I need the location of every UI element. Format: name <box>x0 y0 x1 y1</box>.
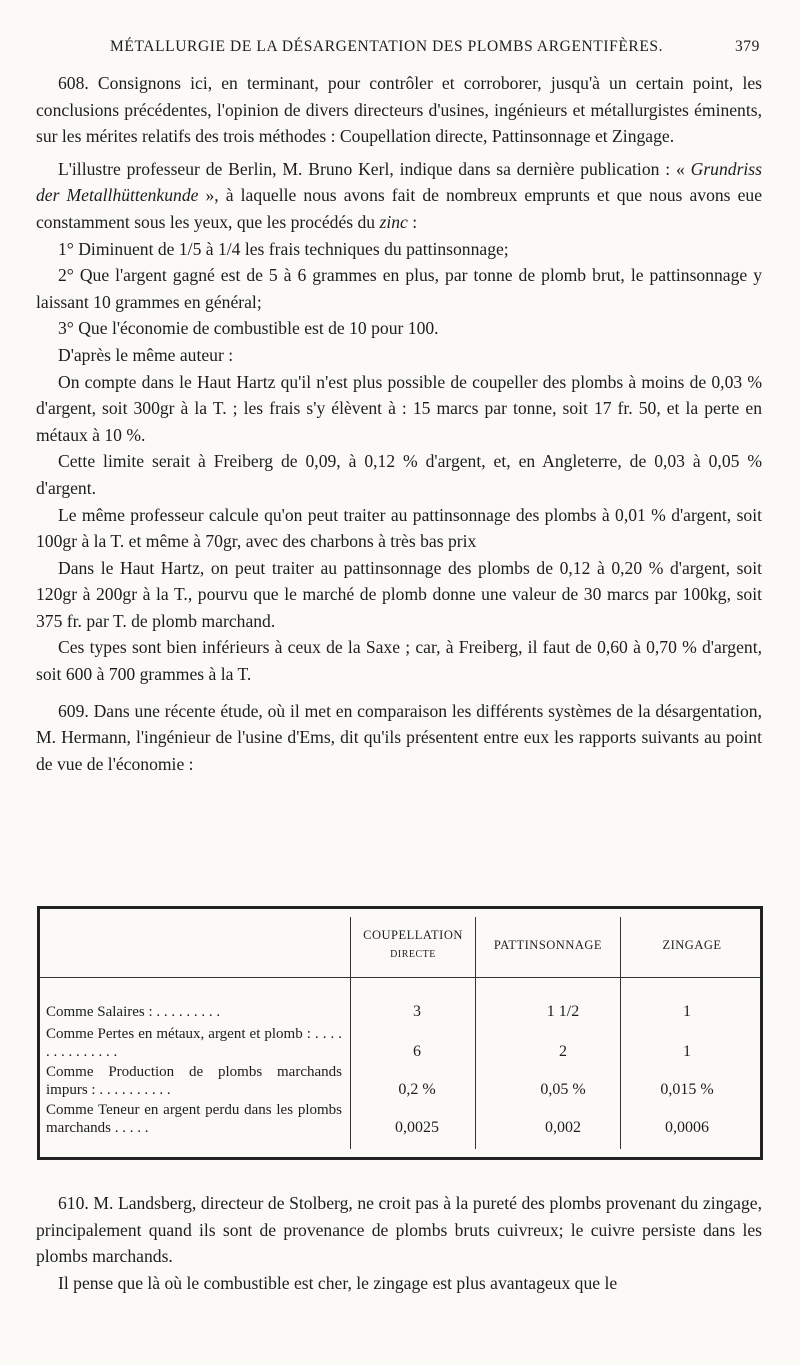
row-label-production: Comme Production de plombs marchands impurs : . . . . . . . . . . <box>46 1064 342 1098</box>
paragraph-609: 609. Dans une récente étude, où il met en comparaison les différents systèmes de la désargentation, M. Hermann, l'ingénieur de l'usine d'Ems, dit qu'ils présentent entre eux les rapports suivants au point de vue de l'économie : <box>36 700 762 774</box>
paragraph-professeur: Le même professeur calcule qu'on peut traiter au pattinsonnage des plombs à 0,01 % d'argent, soit 100gr à la T. et même à 70gr, avec des charbons à très bas prix <box>36 504 762 552</box>
cell-pertes-pattinsonnage: 2 <box>559 1043 567 1060</box>
paragraph-apres: D'après le même auteur : <box>58 344 234 365</box>
kerl-zinc: zinc <box>379 211 408 232</box>
body-text <box>36 70 762 777</box>
cell-production-coupellation: 0,2 % <box>398 1081 436 1098</box>
running-title: MÉTALLURGIE DE LA DÉSARGENTATION DES PLOMBS ARGENTIFÈRES. <box>110 38 664 55</box>
cell-teneur-pattinsonnage: 0,002 <box>545 1119 581 1136</box>
paragraph-608: 608. Consignons ici, en terminant, pour contrôler et corroborer, jusqu'à un certain point, les conclusions précédentes, l'opinion de divers directeurs d'usines, ingénieurs et métallurgistes éminents, sur les mérites relatifs des trois méthodes : Coupellation directe, Pattinsonnage et Zingage. <box>36 73 762 147</box>
paragraph-saxe: Ces types sont bien inférieurs à ceux de la Saxe ; car, à Freiberg, il faut de 0,60 à 0,70 % d'argent, soit 600 à 700 grammes à la T. <box>36 637 762 685</box>
table-header-rule <box>40 977 760 978</box>
paragraph-kerl <box>36 156 762 236</box>
table-col-divider <box>620 917 621 1149</box>
list-item-1: 1° Diminuent de 1/5 à 1/4 les frais techniques du pattinsonnage; <box>58 238 509 259</box>
list-item-3: 3° Que l'économie de combustible est de 10 pour 100. <box>58 318 439 339</box>
paragraph-freiberg: Cette limite serait à Freiberg de 0,09, à 0,12 % d'argent, et, en Angleterre, de 0,03 à 0,05 % d'argent. <box>36 451 762 498</box>
row-label-teneur: Comme Teneur en argent perdu dans les plombs marchands . . . . . <box>46 1102 342 1136</box>
cell-salaires-pattinsonnage: 1 1/2 <box>546 1003 580 1020</box>
paragraph-610: 610. M. Landsberg, directeur de Stolberg, ne croit pas à la pureté des plombs provenant du zingage, principalement quand ils sont de provenance de plombs bruts cuivreux; le cuivre persiste dans les plombs marchands. <box>36 1193 762 1267</box>
cell-pertes-zingage: 1 <box>683 1043 691 1060</box>
list-item-2: 2° Que l'argent gagné est de 5 à 6 grammes en plus, par tonne de plomb brut, le pattinsonnage y laissant 10 grammes en général; <box>36 265 762 312</box>
row-label-pertes: Comme Pertes en métaux, argent et plomb : . . . . . . . . . . . . . . <box>46 1026 342 1060</box>
body-text-bottom <box>36 1190 762 1296</box>
cell-production-pattinsonnage: 0,05 % <box>540 1081 586 1098</box>
header-coupellation <box>352 925 474 965</box>
cell-production-zingage: 0,015 % <box>660 1081 714 1098</box>
cell-pertes-coupellation: 6 <box>413 1043 421 1060</box>
table-col-divider <box>475 917 476 1149</box>
paragraph-dans-hartz: Dans le Haut Hartz, on peut traiter au pattinsonnage des plombs de 0,12 à 0,20 % d'argent, soit 120gr à 200gr à la T., pourvu que le marché de plomb donne une valeur de 30 marcs par 100kg, soit 375 fr. par T. de plomb marchand. <box>36 557 762 631</box>
header-zingage: ZINGAGE <box>662 938 722 952</box>
kerl-text-a: L'illustre professeur de Berlin, M. Bruno Kerl, indique dans sa dernière publication : « <box>58 158 691 179</box>
kerl-text-b: », à laquelle nous avons fait de nombreux emprunts et que nous avons eue constamment sous les yeux, que les procédés du <box>36 185 763 232</box>
cell-salaires-coupellation: 3 <box>413 1003 421 1020</box>
header-pattinsonnage: PATTINSONNAGE <box>493 938 603 952</box>
header-coupellation-sub: DIRECTE <box>390 949 436 960</box>
kerl-text-c: : <box>407 211 418 232</box>
page-number: 379 <box>734 38 760 55</box>
running-header <box>110 38 760 56</box>
paragraph-last: Il pense que là où le combustible est cher, le zingage est plus avantageux que le <box>58 1272 618 1293</box>
header-coupellation-label: COUPELLATION <box>363 928 463 942</box>
cell-salaires-zingage: 1 <box>683 1003 691 1020</box>
table-col-divider <box>350 917 351 1149</box>
comparison-table <box>37 906 763 1160</box>
paragraph-haut-hartz: On compte dans le Haut Hartz qu'il n'est plus possible de coupeller des plombs à moins de 0,03 % d'argent, soit 300gr à la T. ; les frais s'y élèvent à : 15 marcs par tonne, soit 17 fr. 50, et la perte en métaux à 10 %. <box>36 371 762 445</box>
cell-teneur-zingage: 0,0006 <box>665 1119 709 1136</box>
row-label-salaires: Comme Salaires : . . . . . . . . . <box>46 1004 221 1020</box>
kerl-book-title: Grundriss der Metallhüttenkunde <box>36 158 762 206</box>
cell-teneur-coupellation: 0,0025 <box>395 1119 439 1136</box>
